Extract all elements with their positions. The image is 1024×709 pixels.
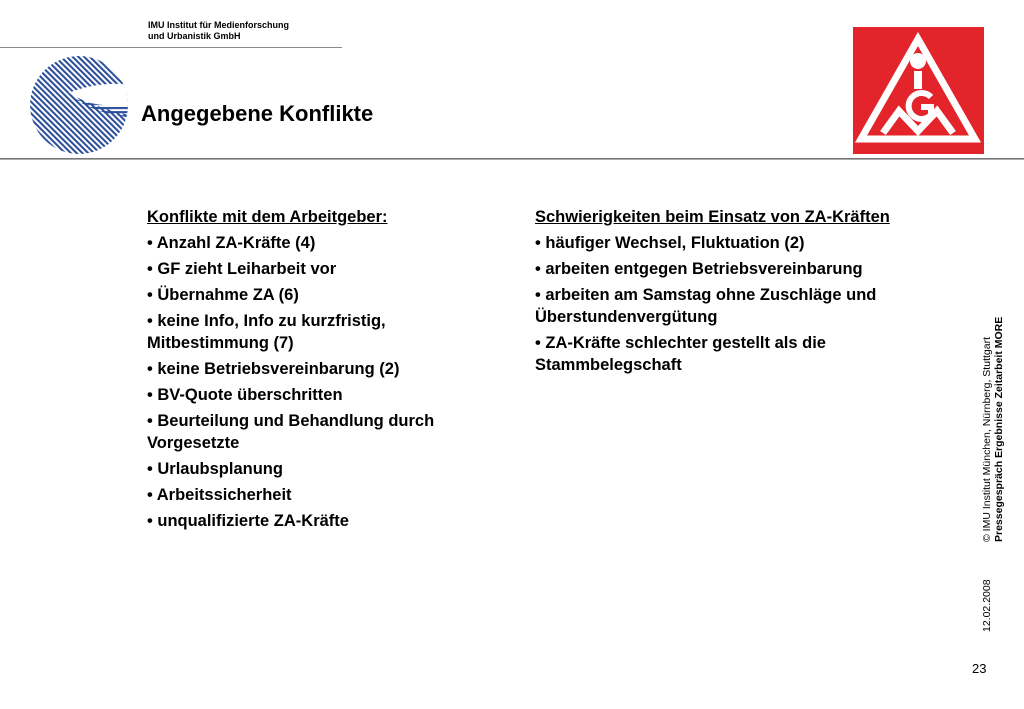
ig-metall-logo-icon [853, 27, 984, 154]
presentation-date: 12.02.2008 [981, 579, 993, 632]
list-item: • ZA-Kräfte schlechter gestellt als die Stammbelegschaft [535, 334, 826, 374]
imu-striped-sphere-logo-icon [28, 54, 130, 156]
list-item: • keine Info, Info zu kurzfristig, Mitbestimmung (7) [147, 312, 386, 352]
institute-line-1: IMU Institut für Medienforschung [148, 20, 289, 30]
employer-conflicts-list [147, 206, 492, 536]
list-item: • Anzahl ZA-Kräfte (4) [147, 234, 316, 252]
institute-name [148, 20, 289, 42]
list-item: • BV-Quote überschritten [147, 386, 343, 404]
temp-worker-difficulties-list [535, 206, 935, 380]
list-item: • Beurteilung und Behandlung durch Vorgesetzte [147, 412, 435, 452]
presentation-subtitle: Pressegespräch Ergebnisse Zeitarbeit MORE [993, 316, 1005, 542]
list-item: • Arbeitssicherheit [147, 486, 292, 504]
copyright-text: © IMU Institut München, Nürnberg, Stuttgart [981, 337, 993, 542]
page-title: Angegebene Konflikte [141, 101, 374, 126]
list-item: • Urlaubsplanung [147, 460, 283, 478]
page-number: 23 [972, 661, 987, 676]
list-item: • Übernahme ZA (6) [147, 286, 299, 304]
list-item: • unqualifizierte ZA-Kräfte [147, 512, 349, 530]
list-item: • arbeiten entgegen Betriebsvereinbarung [535, 260, 863, 278]
list-item: • GF zieht Leiharbeit vor [147, 260, 337, 278]
list-item: • keine Betriebsvereinbarung (2) [147, 360, 400, 378]
list-item: • häufiger Wechsel, Fluktuation (2) [535, 234, 805, 252]
institute-line-2: und Urbanistik GmbH [148, 31, 241, 41]
list-item: • arbeiten am Samstag ohne Zuschläge und Überstundenvergütung [535, 286, 877, 326]
temp-worker-difficulties-heading: Schwierigkeiten beim Einsatz von ZA-Kräften [535, 208, 890, 226]
employer-conflicts-heading: Konflikte mit dem Arbeitgeber: [147, 208, 388, 226]
header-divider [0, 158, 1024, 160]
header-divider-short [0, 47, 342, 48]
sidebar-credit [981, 317, 1005, 542]
